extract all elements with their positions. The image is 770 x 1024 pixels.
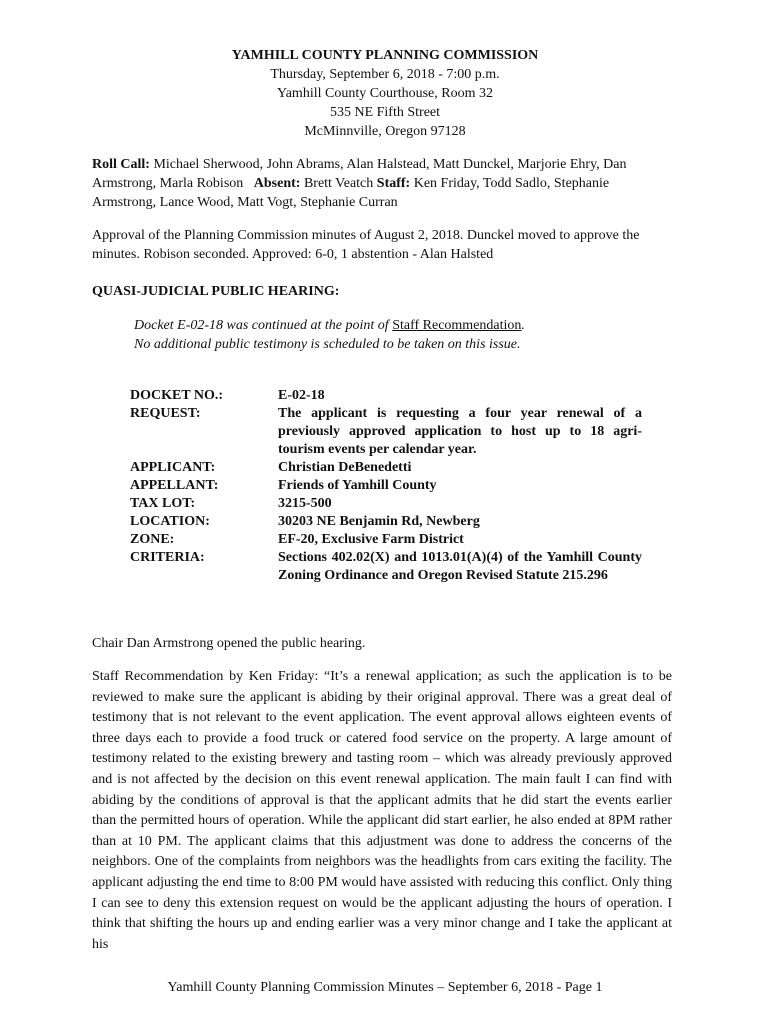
docket-row bbox=[130, 459, 642, 477]
roll-call-label: Roll Call: bbox=[92, 157, 150, 172]
docket-value: 30203 NE Benjamin Rd, Newberg bbox=[278, 514, 480, 529]
staff-members: Ken Friday, Todd Sadlo, Stephanie Armstrong, Lance Wood, Matt Vogt, Stephanie Curran bbox=[92, 176, 610, 210]
docket-row bbox=[130, 387, 642, 405]
docket-value: 3215-500 bbox=[278, 496, 332, 511]
staff-recommendation-paragraph: Staff Recommendation by Ken Friday: “It’s a renewal application; as such the application is to be reviewed to make sure the applicant is abiding by their original approval. There was a great deal of testimony that is not relevant to the event application. The event approval allows eighteen events of three days each to provide a food truck or catered food service on the property. A large amount of testimony related to the existing brewery and tasting room – which was already previously approved and is not affected by the decision on this event renewal application. The main fault I can find with abiding by the conditions of approval is that the applicant admits that he did start the events earlier than the permitted hours of operation. While the applicant did start earlier, he also ended at 8PM rather than at 10 PM. The applicant claims that this adjustment was done to address the concerns of the neighbors. One of the complaints from neighbors was the headlights from cars exiting the facility. The applicant adjusting the end time to 8:00 PM would have assisted with reducing this conflict. Only thing I can see to deny this extension request on would be the applicant adjusting the hours of operation. I think that shifting the hours up and ending earlier was a very minor change and I take the applicant at his bbox=[92, 669, 672, 952]
docket-value: Friends of Yamhill County bbox=[278, 478, 437, 493]
docket-note-line1 bbox=[134, 316, 654, 335]
docket-value: Christian DeBenedetti bbox=[278, 460, 412, 475]
docket-row bbox=[130, 477, 642, 495]
docket-note-prefix: Docket E-02-18 was continued at the point of bbox=[134, 318, 389, 333]
commission-title: YAMHILL COUNTY PLANNING COMMISSION bbox=[231, 48, 539, 63]
docket-table bbox=[130, 387, 642, 585]
docket-row bbox=[130, 513, 642, 531]
docket-row bbox=[130, 405, 642, 459]
docket-value: EF-20, Exclusive Farm District bbox=[278, 532, 464, 547]
docket-note-suffix: . bbox=[521, 318, 525, 333]
roll-call-paragraph bbox=[92, 155, 672, 212]
docket-key: ZONE: bbox=[130, 532, 175, 547]
staff-recommendation-link: Staff Recommendation bbox=[392, 318, 522, 333]
meeting-date: Thursday, September 6, 2018 - 7:00 p.m. bbox=[270, 67, 500, 82]
absent-label: Absent: bbox=[253, 176, 301, 191]
document-header bbox=[0, 46, 770, 141]
docket-key: APPLICANT: bbox=[130, 460, 216, 475]
docket-value: The applicant is requesting a four year renewal of a previously approved application to host up to 18 agri-tourism events per calendar year. bbox=[278, 406, 642, 457]
page-footer: Yamhill County Planning Commission Minutes – September 6, 2018 - Page 1 bbox=[167, 980, 603, 995]
docket-key: APPELLANT: bbox=[130, 478, 219, 493]
minutes-approval-paragraph: Approval of the Planning Commission minutes of August 2, 2018. Dunckel moved to approve the minutes. Robison seconded. Approved: 6-0, 1 abstention - Alan Halsted bbox=[92, 228, 640, 262]
docket-value: Sections 402.02(X) and 1013.01(A)(4) of the Yamhill County Zoning Ordinance and Oregon Revised Statute 215.296 bbox=[278, 550, 642, 583]
docket-key: TAX LOT: bbox=[130, 496, 196, 511]
docket-row bbox=[130, 531, 642, 549]
docket-key: LOCATION: bbox=[130, 514, 210, 529]
staff-label: Staff: bbox=[376, 176, 411, 191]
chair-opened-paragraph: Chair Dan Armstrong opened the public hearing. bbox=[92, 636, 366, 651]
docket-key: CRITERIA: bbox=[130, 550, 205, 565]
meeting-city: McMinnville, Oregon 97128 bbox=[304, 124, 466, 139]
absent-members: Brett Veatch bbox=[303, 176, 374, 191]
docket-row bbox=[130, 495, 642, 513]
meeting-venue: Yamhill County Courthouse, Room 32 bbox=[277, 86, 493, 101]
docket-note-line2: No additional public testimony is scheduled to be taken on this issue. bbox=[134, 337, 521, 352]
docket-key: DOCKET NO.: bbox=[130, 388, 224, 403]
docket-value: E-02-18 bbox=[278, 388, 325, 403]
docket-note bbox=[134, 316, 654, 354]
docket-row bbox=[130, 549, 642, 585]
section-heading: QUASI-JUDICIAL PUBLIC HEARING: bbox=[92, 284, 340, 299]
docket-key: REQUEST: bbox=[130, 406, 201, 421]
meeting-street: 535 NE Fifth Street bbox=[329, 105, 441, 120]
roll-call-members: Michael Sherwood, John Abrams, Alan Halstead, Matt Dunckel, Marjorie Ehry, Dan Armstrong, Marla Robison bbox=[92, 157, 627, 191]
